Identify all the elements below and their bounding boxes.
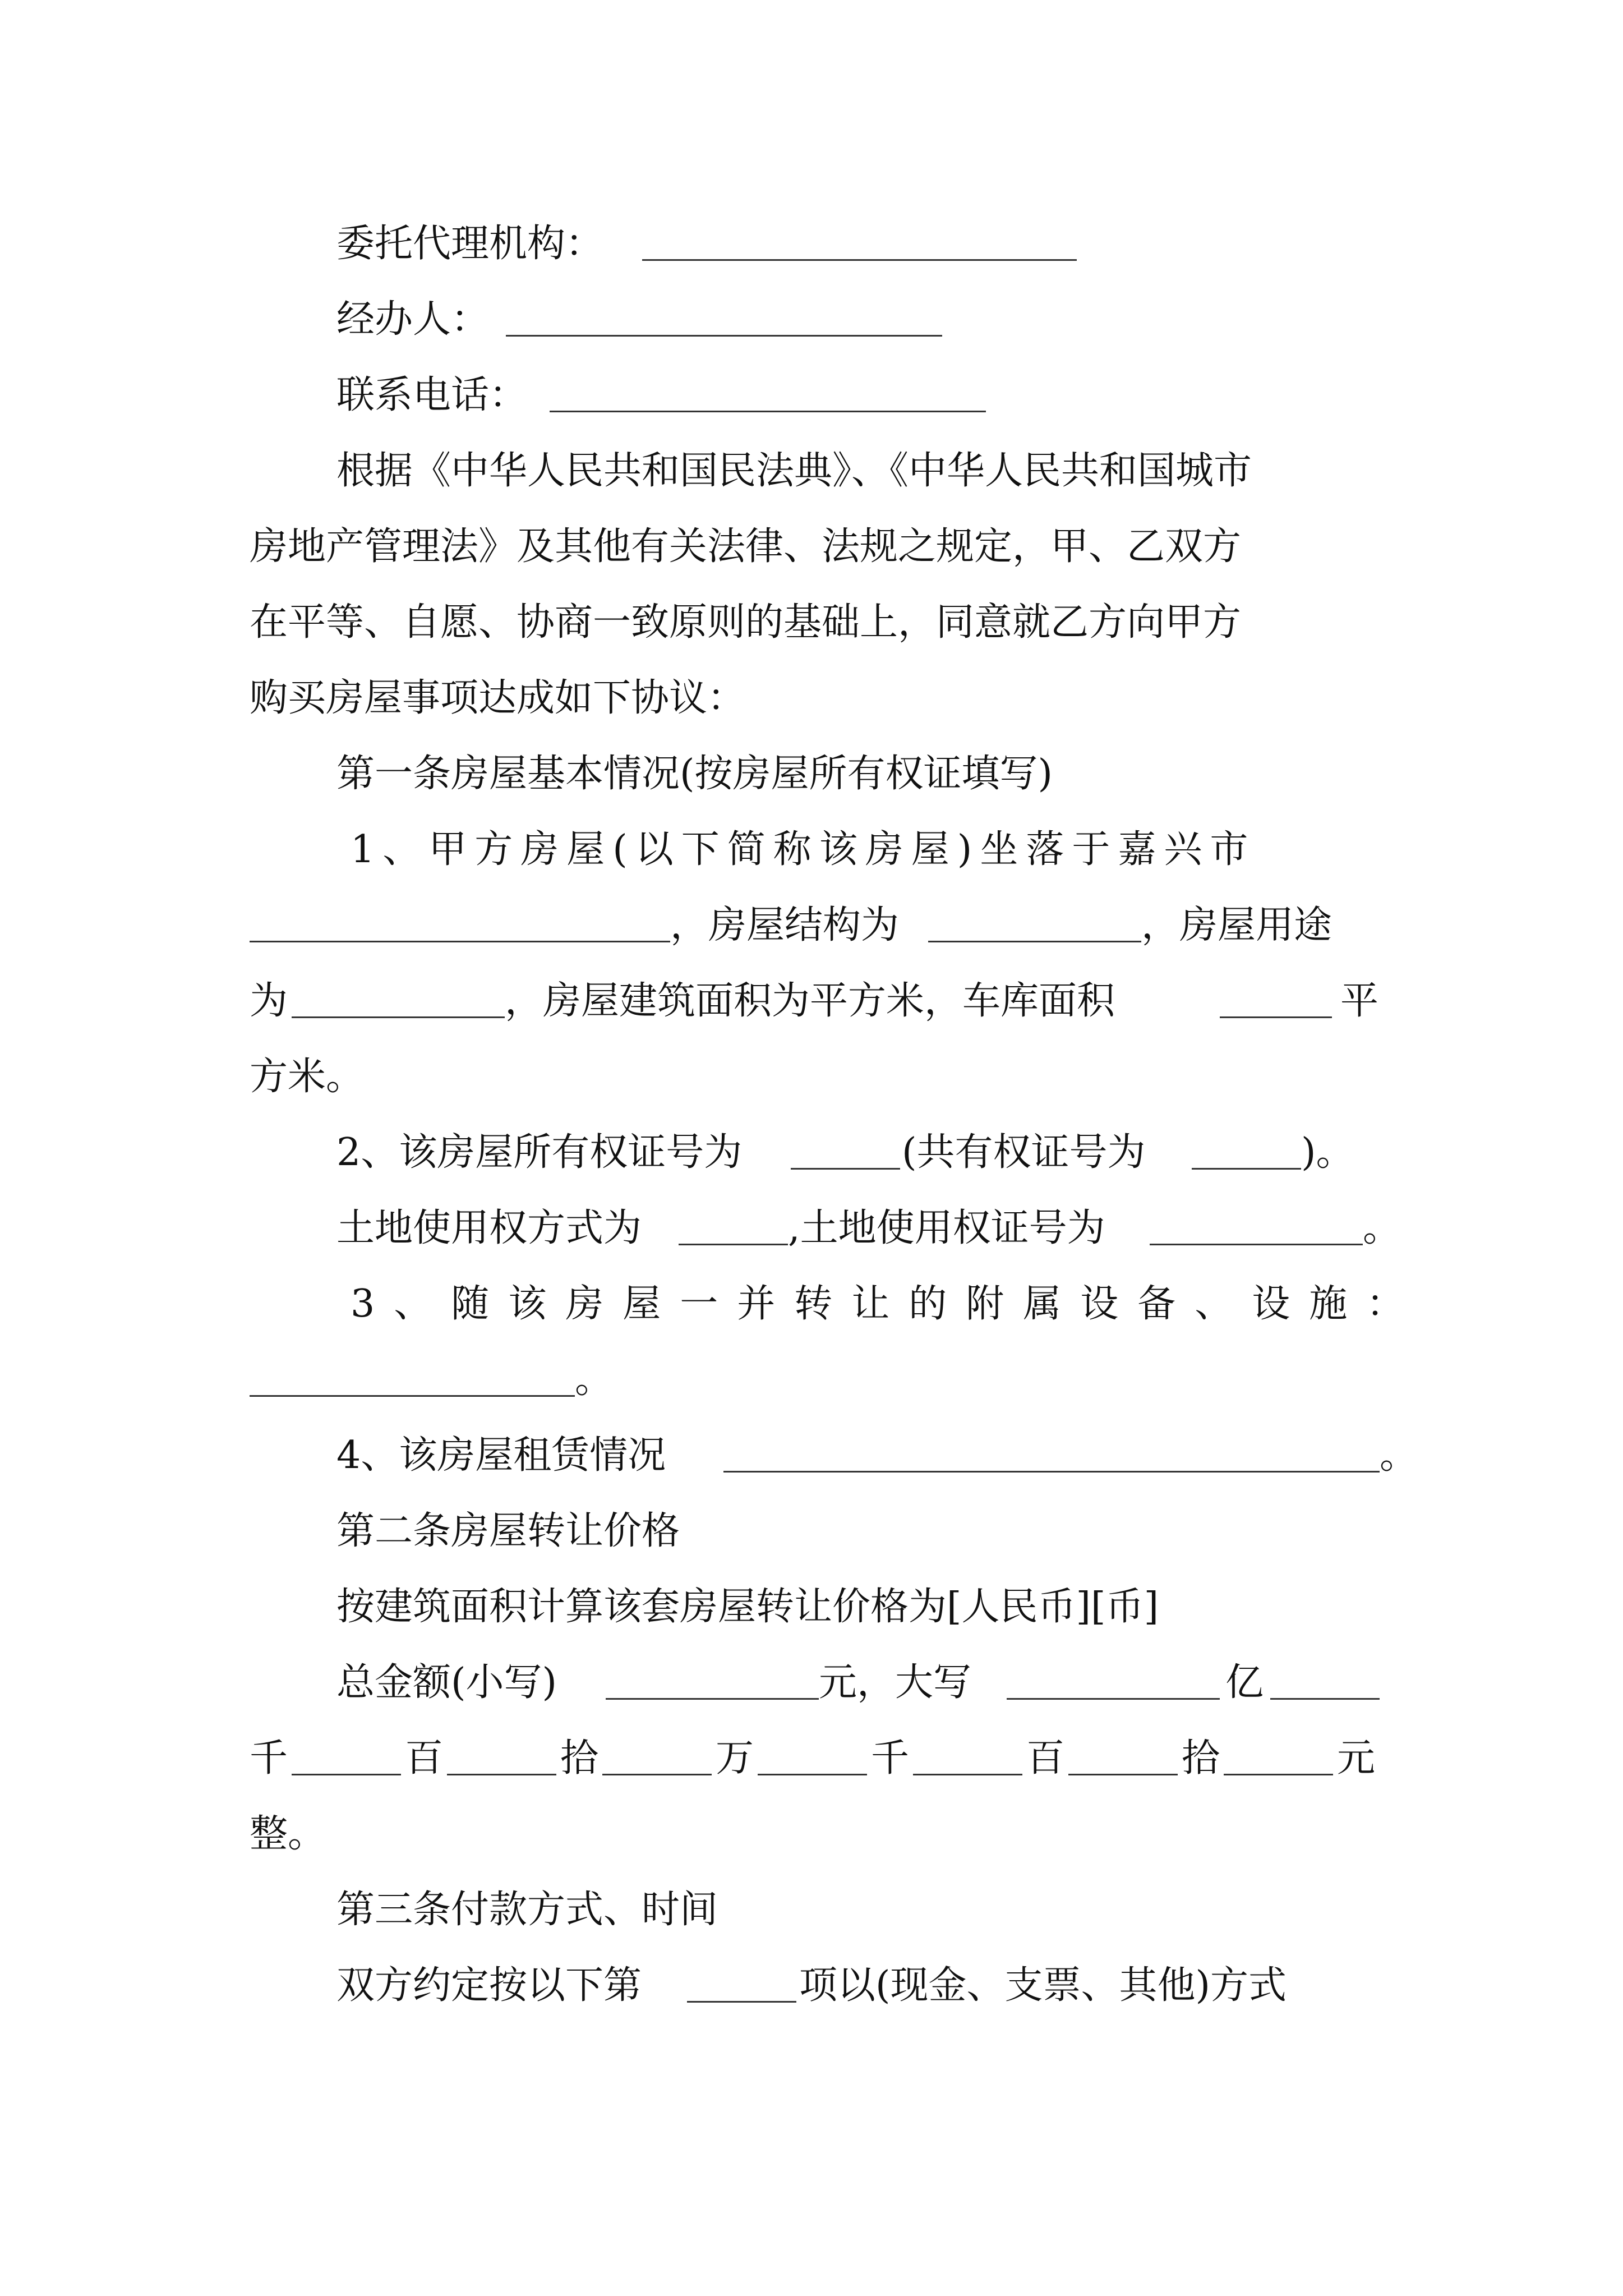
unit-bai-1-blank[interactable] xyxy=(447,1774,556,1775)
preamble-line-3 xyxy=(250,586,1380,659)
cert-label: 2、该房屋所有权证号为 xyxy=(336,1130,743,1175)
item-4-line xyxy=(0,1419,1623,1492)
agency-line xyxy=(0,208,1623,280)
location-blank[interactable] xyxy=(250,941,670,942)
payment-method-text: 项以(现金、支票、其他)方式 xyxy=(799,1963,1287,2008)
total-large-label: 元，大写 xyxy=(819,1660,972,1705)
item-1-line-2 xyxy=(0,889,1623,962)
payment-item-blank[interactable] xyxy=(687,2001,796,2003)
total-small-blank[interactable] xyxy=(606,1698,819,1700)
garage-unit-end: 方米。 xyxy=(250,1055,365,1099)
article-1-title: 第一条房屋基本情况(按房屋所有权证填写) xyxy=(336,752,1053,796)
payment-line xyxy=(0,1949,1623,2022)
land-method-blank[interactable] xyxy=(679,1244,788,1245)
unit-shi-2-blank[interactable] xyxy=(1224,1774,1333,1775)
article-2-title: 第二条房屋转让价格 xyxy=(336,1509,680,1553)
preamble-text-4: 购买房屋事项达成如下协议： xyxy=(250,676,746,720)
unit-shi-2: 拾 xyxy=(1182,1736,1220,1780)
area-label: ，房屋建筑面积为平方米，车库面积 xyxy=(505,979,1115,1023)
unit-qian-2: 千 xyxy=(871,1736,910,1780)
garage-unit-part: 平 xyxy=(1340,979,1379,1023)
item-1-text: 1、甲方房屋(以下简称该房屋)坐落于嘉兴市 xyxy=(351,827,1256,872)
agency-label: 委托代理机构： xyxy=(336,222,604,266)
unit-qian-1: 千 xyxy=(250,1736,288,1780)
land-cert-label: ,土地使用权证号为 xyxy=(788,1206,1105,1250)
land-cert-blank[interactable] xyxy=(1150,1244,1363,1245)
handler-line xyxy=(0,283,1623,356)
facilities-end: 。 xyxy=(575,1358,614,1402)
price-text: 按建筑面积计算该套房屋转让价格为[人民币][币] xyxy=(336,1585,1159,1629)
item-1-line-3 xyxy=(0,965,1623,1038)
unit-shi-1: 拾 xyxy=(560,1736,599,1780)
payment-label: 双方约定按以下第 xyxy=(336,1963,642,2008)
lease-end: 。 xyxy=(1380,1433,1418,1478)
preamble-line-4 xyxy=(250,662,1380,735)
item-3-text: 3、随该房屋一并转让的附属设备、设施： xyxy=(351,1282,1424,1326)
structure-blank[interactable] xyxy=(928,941,1141,942)
unit-qian-1-blank[interactable] xyxy=(292,1774,401,1775)
amount-units-line xyxy=(0,1722,1623,1795)
article-3-heading xyxy=(0,1874,1623,1947)
unit-bai-2-blank[interactable] xyxy=(1068,1774,1178,1775)
preamble-text-3: 在平等、自愿、协商一致原则的基础上，同意就乙方向甲方 xyxy=(250,600,1242,645)
co-cert-end: )。 xyxy=(1301,1130,1354,1175)
item-3-line xyxy=(0,1268,1623,1341)
lease-label: 4、该房屋租赁情况 xyxy=(336,1433,666,1478)
total-large-blank[interactable] xyxy=(1007,1698,1220,1700)
handler-label: 经办人： xyxy=(336,297,490,342)
unit-yuan: 元 xyxy=(1337,1736,1376,1780)
preamble-text-2: 房地产管理法》及其他有关法律、法规之规定，甲、乙双方 xyxy=(250,524,1242,569)
unit-qian-2-blank[interactable] xyxy=(913,1774,1022,1775)
total-small-label: 总金额(小写) xyxy=(336,1660,557,1705)
usage-prefix: 为 xyxy=(250,979,288,1023)
co-cert-label: (共有权证号为 xyxy=(902,1130,1146,1175)
price-line xyxy=(0,1571,1623,1644)
structure-label: ，房屋结构为 xyxy=(670,903,900,947)
item-3-line-2 xyxy=(0,1343,1623,1416)
whole-line xyxy=(0,1798,1623,1871)
item-2-line xyxy=(0,1116,1623,1189)
land-line xyxy=(0,1192,1623,1265)
article-1-heading xyxy=(0,738,1623,811)
agency-blank[interactable] xyxy=(642,259,1077,261)
co-cert-blank[interactable] xyxy=(1192,1168,1301,1170)
article-2-heading xyxy=(0,1495,1623,1568)
article-3-title: 第三条付款方式、时间 xyxy=(336,1888,718,1932)
unit-bai-1: 百 xyxy=(405,1736,444,1780)
phone-line xyxy=(0,359,1623,432)
preamble-text-1: 根据《中华人民共和国民法典》、《中华人民共和国城市 xyxy=(336,449,1252,493)
lease-blank[interactable] xyxy=(723,1471,1380,1473)
usage-blank[interactable] xyxy=(292,1016,505,1018)
phone-blank[interactable] xyxy=(550,411,986,412)
land-end: 。 xyxy=(1363,1206,1401,1250)
unit-yi: 亿 xyxy=(1225,1660,1264,1705)
land-method-label: 土地使用权方式为 xyxy=(336,1206,642,1250)
usage-label: ，房屋用途 xyxy=(1141,903,1332,947)
garage-area-blank[interactable] xyxy=(1220,1016,1332,1018)
phone-label: 联系电话： xyxy=(336,373,528,417)
unit-wan: 万 xyxy=(716,1736,754,1780)
item-1-line-4 xyxy=(0,1041,1623,1114)
item-1-line xyxy=(0,813,1623,886)
preamble-line-2 xyxy=(250,510,1380,583)
preamble-line-1 xyxy=(336,435,1380,508)
unit-yi-blank[interactable] xyxy=(1270,1698,1380,1700)
unit-bai-2: 百 xyxy=(1026,1736,1065,1780)
whole-text: 整。 xyxy=(250,1812,326,1856)
unit-wan-blank[interactable] xyxy=(758,1774,867,1775)
cert-blank[interactable] xyxy=(791,1168,900,1170)
handler-blank[interactable] xyxy=(506,335,942,337)
total-line xyxy=(0,1646,1623,1719)
unit-shi-1-blank[interactable] xyxy=(602,1774,712,1775)
facilities-blank[interactable] xyxy=(250,1395,575,1397)
